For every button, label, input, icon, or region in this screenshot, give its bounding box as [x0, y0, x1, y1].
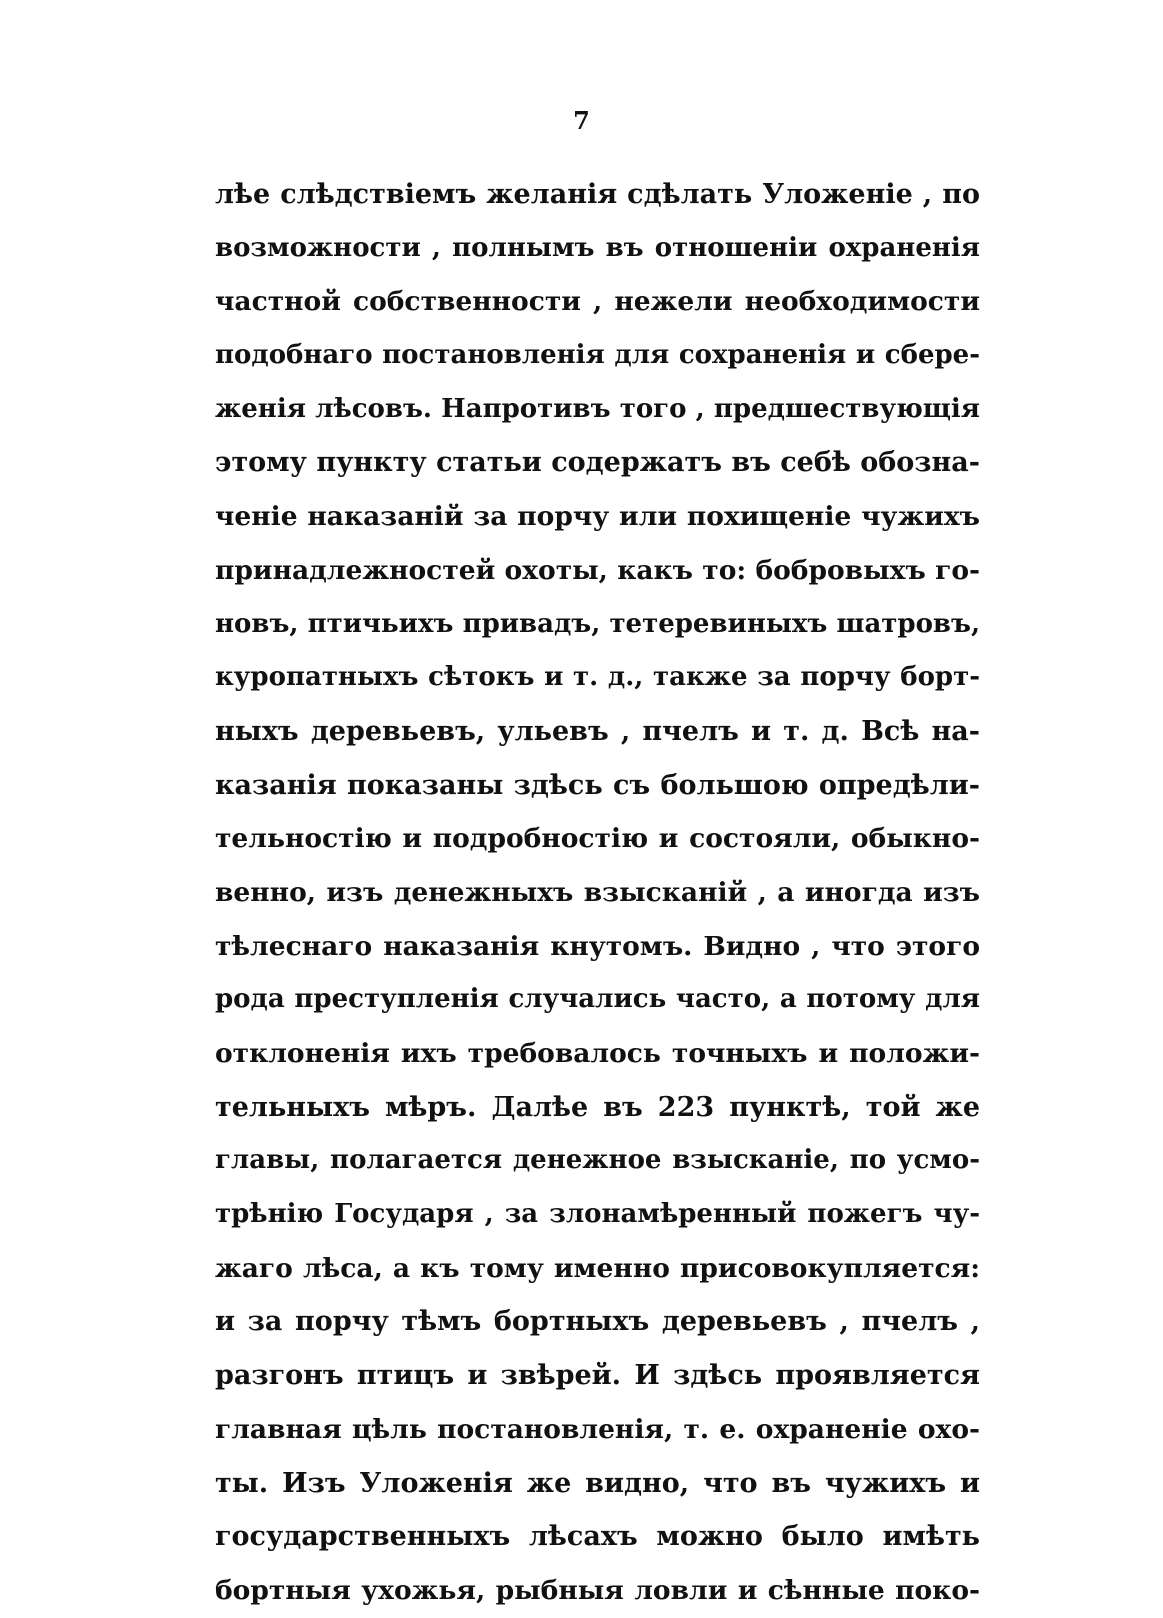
body-text — [215, 168, 980, 1618]
text-line: ты. Изъ Уложенія же видно, что въ чужихъ и — [215, 1467, 980, 1499]
text-line: лѣе слѣдствіемъ желанія сдѣлать Уложеніе , по — [215, 179, 980, 210]
page-number: 7 — [573, 106, 590, 135]
text-line: разгонъ птицъ и звѣрей. И здѣсь проявляется — [215, 1360, 980, 1392]
text-line: трѣнію Государя , за злонамѣренный пожегъ чу- — [215, 1199, 980, 1230]
text-line: принадлежностей охоты, какъ то: бобровыхъ го- — [215, 554, 980, 586]
text-line: ченіе наказаній за порчу или похищеніе чужихъ — [215, 501, 980, 533]
text-line: тельностію и подробностію и состояли, обыкно- — [215, 823, 980, 855]
text-line: казанія показаны здѣсь съ большою опредѣли- — [215, 769, 980, 801]
text-line: государственныхъ лѣсахъ можно было имѣть — [215, 1521, 980, 1553]
text-line: главы, полагается денежное взысканіе, по усмо- — [215, 1145, 980, 1176]
text-line: возможности , полнымъ въ отношеніи охраненія — [215, 232, 980, 263]
text-line: женія лѣсовъ. Напротивъ того , предшествующія — [215, 393, 980, 424]
text-line: венно, изъ денежныхъ взысканій , а иногда изъ — [215, 876, 980, 908]
text-line: новъ, птичьихъ привадъ, тетеревиныхъ шатровъ, — [215, 608, 980, 639]
text-line: тѣлеснаго наказанія кнутомъ. Видно , что этого — [215, 930, 980, 962]
text-line: ныхъ деревьевъ, ульевъ , пчелъ и т. д. Всѣ на- — [215, 715, 980, 747]
text-line: куропатныхъ сѣтокъ и т. д., также за порчу борт- — [215, 662, 980, 693]
text-line: этому пункту статьи содержатъ въ себѣ обозна- — [215, 447, 980, 479]
text-line: и за порчу тѣмъ бортныхъ деревьевъ , пчелъ , — [215, 1306, 980, 1338]
text-line: частной собственности , нежели необходимости — [215, 286, 980, 318]
text-line: тельныхъ мѣръ. Далѣе въ 223 пунктѣ, той же — [215, 1091, 980, 1123]
text-line: главная цѣль постановленія, т. е. охраненіе охо- — [215, 1413, 980, 1445]
text-line: бортныя ухожья, рыбныя ловли и сѣнные поко- — [215, 1574, 980, 1606]
text-line: рода преступленія случались часто, а потому для — [215, 984, 980, 1015]
text-line: подобнаго постановленія для сохраненія и сбере- — [215, 340, 980, 371]
text-line: жаго лѣса, а къ тому именно присовокупляется: — [215, 1252, 980, 1284]
text-line: отклоненія ихъ требовалось точныхъ и положи- — [215, 1038, 980, 1069]
